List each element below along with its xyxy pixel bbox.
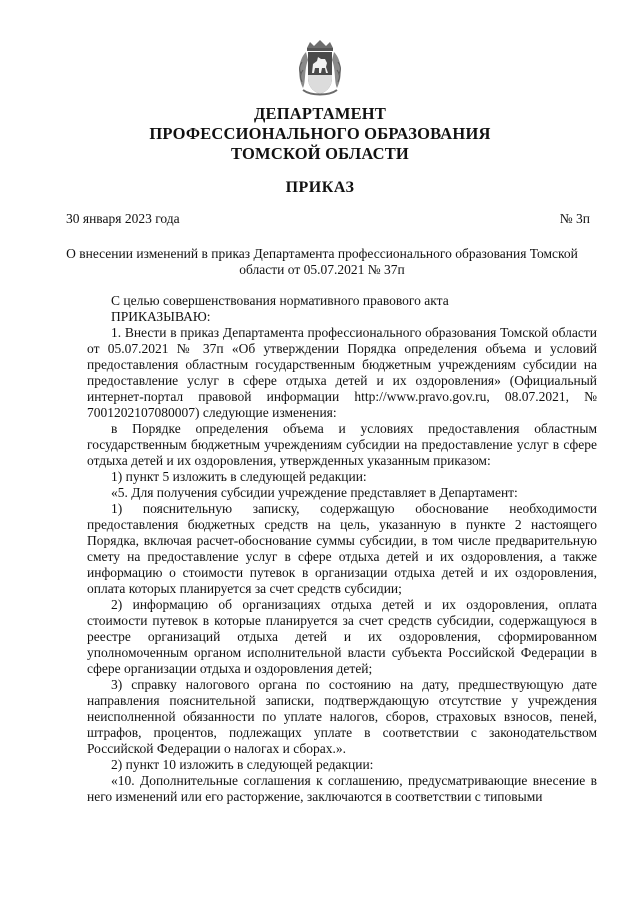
paragraph-preamble: С целью совершенствования нормативного правового акта (111, 293, 449, 308)
paragraph-order-word: ПРИКАЗЫВАЮ: (111, 309, 211, 324)
paragraph-procedure: в Порядке определения объема и условиях предоставления областным государственным бюджетным учреждениям субсидии на предоставление услуг в сфере отдыха детей и их оздоровления, утвержденных указанным приказом: (87, 421, 597, 468)
department-name-line-3: ТОМСКОЙ ОБЛАСТИ (231, 144, 409, 163)
order-title: ПРИКАЗ (285, 179, 355, 196)
order-date: 30 января 2023 года (66, 211, 180, 226)
paragraph-point-10: «10. Дополнительные соглашения к соглашению, предусматривающие внесение в него изменений или его расторжение, заключаются в соответствии с типовыми (87, 773, 597, 804)
paragraph-subpoint-3: 3) справку налогового органа по состоянию на дату, предшествующую дате направления пояснительной записки, подтверждающую отсутствие у учреждения неисполненной обязанности по уплате налогов, сборов, страховых взносов, пеней, штрафов, процентов, подлежащих уплате в соответствии с законодательством Российской Федерации о налогах и сборах.». (87, 677, 597, 756)
order-number: № 3п (559, 211, 590, 226)
paragraph-item-1: 1. Внести в приказ Департамента профессионального образования Томской области от 05.07.2021 № 37п «Об утверждении Порядка определения объема и условий предоставления областным государственным бюджетным учреждениям субсидии на предоставление услуг в сфере отдыха детей и их оздоровления» (Официальный интернет-портал правовой информации http://www.pravo.gov.ru, 08.07.2021, № 7001202107080007) следующие изменения: (87, 325, 597, 420)
order-subject: О внесении изменений в приказ Департамента профессионального образования Томской области от 05.07.2021 № 37п (66, 246, 578, 277)
paragraph-point-10-intro: 2) пункт 10 изложить в следующей редакции: (111, 757, 374, 772)
coat-of-arms-icon (297, 40, 343, 98)
paragraph-subpoint-2: 2) информацию об организациях отдыха детей и их оздоровления, оплата стоимости путевок в которые планируется за счет средств субсидии, содержащуюся в реестре организаций отдыха детей и их оздоровления, сформированном уполномоченным органом исполнительной власти субъекта Российской Федерации в сфере организации отдыха и оздоровления детей; (87, 597, 597, 676)
paragraph-subpoint-1: 1) пояснительную записку, содержащую обоснование необходимости предоставления бюджетных средств на цель, указанную в пункте 2 настоящего Порядка, включая расчет-обоснование суммы субсидии, в том числе предварительную смету на предоставление услуг в сфере отдыха детей и их оздоровления, а также информацию о стоимости путевок в организации отдыха детей и их оздоровления, оплата которых планируется за счет средств субсидии; (87, 501, 597, 596)
order-body (87, 293, 597, 805)
department-name-line-1: ДЕПАРТАМЕНТ (253, 104, 387, 123)
department-name-line-2: ПРОФЕССИОНАЛЬНОГО ОБРАЗОВАНИЯ (149, 124, 491, 143)
paragraph-point-5-intro: 1) пункт 5 изложить в следующей редакции: (111, 469, 367, 484)
paragraph-point-5: «5. Для получения субсидии учреждение представляет в Департамент: (111, 485, 518, 500)
